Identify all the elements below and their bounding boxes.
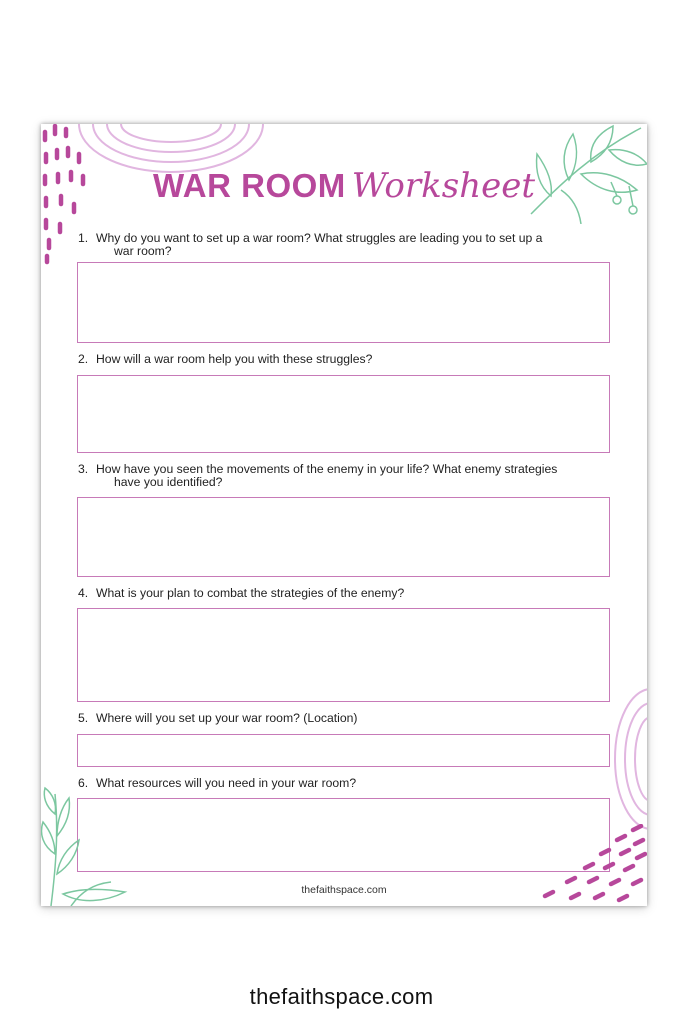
answer-box-2[interactable] — [77, 375, 610, 453]
ring-decoration-right — [611, 684, 647, 834]
question-number: 4. — [78, 586, 89, 600]
question-text: Why do you want to set up a war room? What struggles are leading you to set up a — [96, 231, 543, 245]
question-number: 2. — [78, 352, 89, 366]
worksheet-footer-website: thefaithspace.com — [301, 884, 387, 896]
question-text: Where will you set up your war room? (Location) — [96, 711, 358, 725]
worksheet-title — [41, 166, 647, 206]
question-3 — [78, 463, 608, 489]
question-text: What resources will you need in your war room? — [96, 776, 357, 790]
question-2 — [78, 353, 608, 366]
answer-box-4[interactable] — [77, 608, 610, 702]
question-text-cont: war room? — [114, 244, 172, 258]
question-number: 5. — [78, 711, 89, 725]
answer-box-1[interactable] — [77, 262, 610, 343]
question-text-cont: have you identified? — [114, 475, 223, 489]
answer-box-3[interactable] — [77, 497, 610, 577]
question-number: 6. — [78, 776, 89, 790]
question-number: 3. — [78, 462, 89, 476]
answer-box-6[interactable] — [77, 798, 610, 872]
title-script: Worksheet — [351, 166, 536, 206]
question-4 — [78, 587, 608, 600]
question-text: How have you seen the movements of the enemy in your life? What enemy strategies — [96, 462, 558, 476]
question-number: 1. — [78, 231, 89, 245]
question-text: How will a war room help you with these struggles? — [96, 352, 373, 366]
answer-box-5[interactable] — [77, 734, 610, 767]
question-6 — [78, 777, 608, 790]
question-5 — [78, 712, 608, 725]
worksheet-page — [41, 124, 647, 906]
title-main: WAR ROOM — [152, 167, 346, 204]
question-text: What is your plan to combat the strategies of the enemy? — [96, 586, 405, 600]
question-1 — [78, 232, 608, 258]
page-footer-website: thefaithspace.com — [249, 984, 434, 1009]
